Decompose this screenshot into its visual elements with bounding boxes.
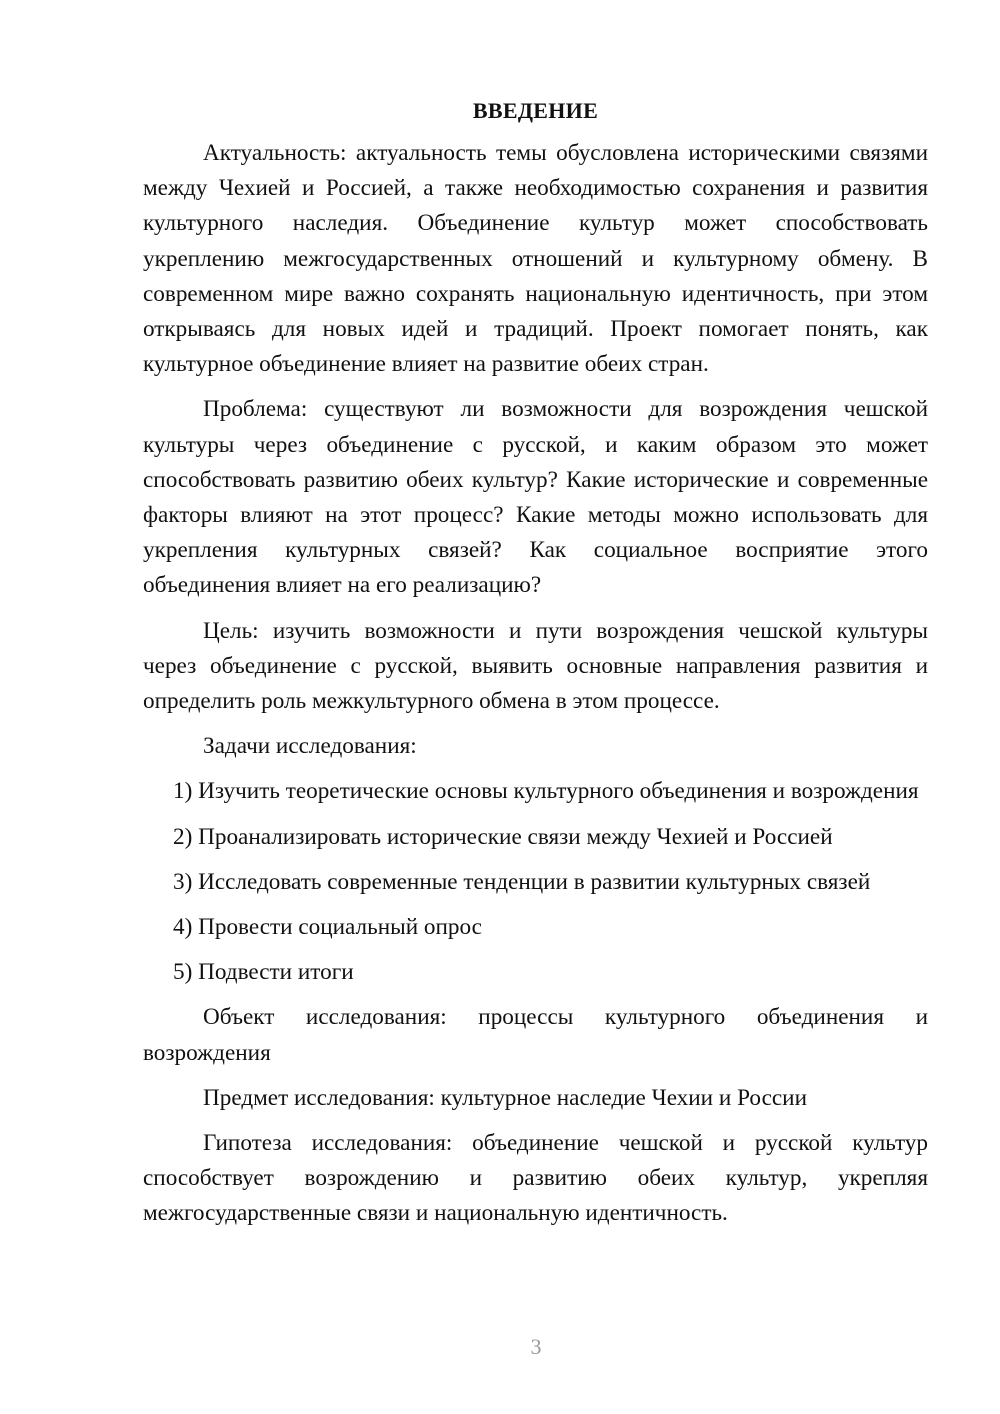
tasks-intro: Задачи исследования: [203,733,417,760]
subject-paragraph: Предмет исследования: культурное наследие Чехии и России [203,1084,807,1111]
relevance-paragraph: Актуальность: актуальность темы обусловлена историческими связями между Чехией и Россией, а также необходимостью сохранения и развития культурного наследия. Объединение культур может способствовать укреплению межгосударственных отношений и культурному обмену. В современном мире важно сохранять национальную идентичность, при этом открываясь для новых идей и традиций. Проект помогает понять, как культурное объединение влияет на развитие обеих стран. [143,140,928,378]
task-item: 1) Изучить теоретические основы культурного объединения и возрождения [173,778,919,805]
task-item: 4) Провести социальный опрос [173,914,482,941]
object-paragraph: Объект исследования: процессы культурного объединения и возрождения [143,1004,928,1066]
task-item: 5) Подвести итоги [173,959,354,986]
page-number: 3 [530,1334,542,1359]
problem-paragraph: Проблема: существуют ли возможности для возрождения чешской культуры через объединение с русской, и каким образом это может способствовать развитию обеих культур? Какие исторические и современные факторы влияют на этот процесс? Какие методы можно использовать для укрепления культурных связей? Как социальное восприятие этого объединения влияет на его реализацию? [143,396,928,599]
page-content [143,96,928,1242]
task-item: 3) Исследовать современные тенденции в развитии культурных связей [173,868,871,895]
goal-paragraph: Цель: изучить возможности и пути возрождения чешской культуры через объединение с русской, выявить основные направления развития и определить роль межкультурного обмена в этом процессе. [143,617,928,715]
task-item: 2) Проанализировать исторические связи между Чехией и Россией [173,823,833,850]
hypothesis-paragraph: Гипотеза исследования: объединение чешской и русской культур способствует возрождению и развитию обеих культур, укрепляя межгосударственные связи и национальную идентичность. [143,1130,928,1227]
section-heading: ВВЕДЕНИЕ [472,98,599,123]
tasks-list [143,774,928,990]
